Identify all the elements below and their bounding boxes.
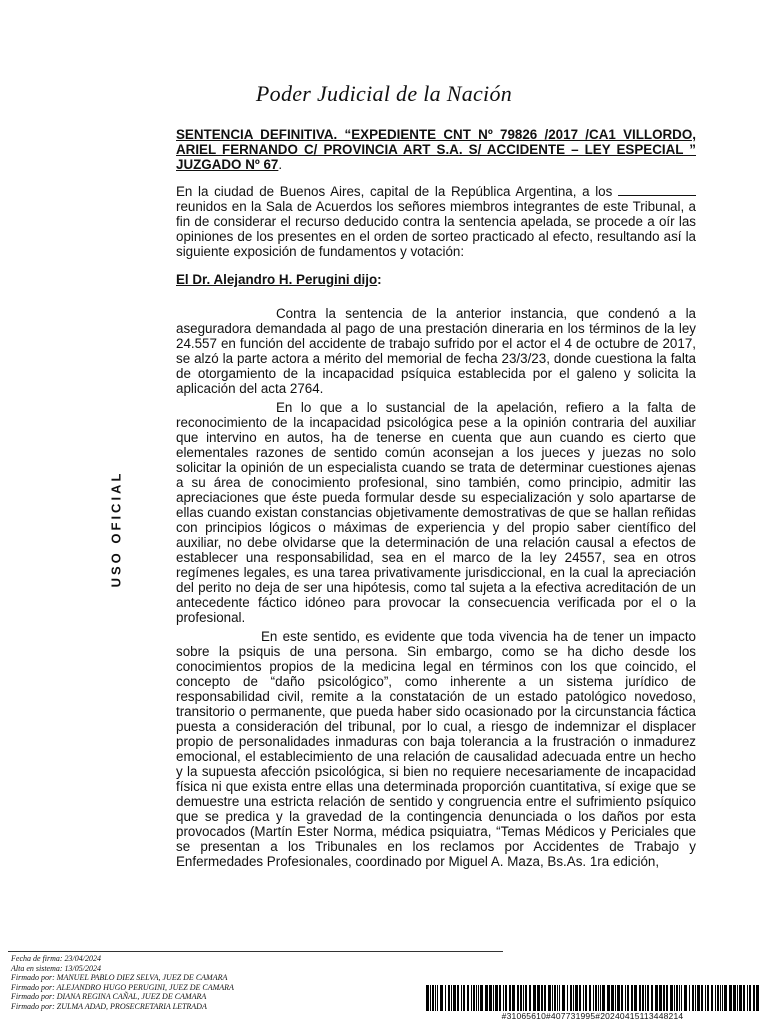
barcode-number: #31065610#407731995#20240415113448214 [501,1011,684,1021]
barcode-bar [471,985,472,1011]
barcode-bar [512,985,515,1011]
speaker-line [176,272,696,287]
barcode-bar [733,985,736,1011]
signer-line: Firmado por: DIANA REGINA CAÑAL, JUEZ DE CAMARA [11,992,207,1001]
barcode-bar [684,985,687,1011]
date-blank-line [618,185,696,196]
barcode-bar [457,985,459,1011]
signer-line: Firmado por: ALEJANDRO HUGO PERUGINI, JUEZ DE CAMARA [11,982,234,992]
system-entry-date: Alta en sistema: 13/05/2024 [11,963,101,973]
court-header-title: Poder Judicial de la Nación [255,81,513,106]
barcode-bar [611,985,614,1011]
barcode-bar [666,985,668,1011]
barcode-bar [705,985,706,1011]
barcode-bar [467,985,469,1011]
barcode-bar [480,985,483,1011]
barcode-bar [720,985,721,1011]
barcode-bar [593,985,594,1011]
barcode-bar [645,985,646,1011]
barcode-bar [670,985,673,1011]
barcode-bar [548,985,551,1011]
barcode-bar [589,985,591,1011]
barcode-bar [679,985,680,1011]
barcode-bar [567,985,568,1011]
barcode-bar [647,985,649,1011]
barcode-bar [697,985,700,1011]
barcode-bar [453,985,456,1011]
barcode-bar [681,985,682,1011]
case-caption-end: . [278,157,283,172]
barcode-bar [655,985,658,1011]
barcode-bar [579,985,581,1011]
barcode-bar [615,985,616,1011]
barcode-bar [651,985,653,1011]
barcode-bar [707,985,709,1011]
case-caption-block [176,127,696,172]
barcode-bar [602,985,605,1011]
barcode-bar [495,985,498,1011]
barcode-bar [598,985,599,1011]
barcode-bar [627,985,629,1011]
barcode-bar [533,985,536,1011]
barcode-bar [749,985,751,1011]
barcode-bar [642,985,644,1011]
barcode-bar [625,985,626,1011]
barcode-bar [595,985,597,1011]
official-use-label: USO OFICIAL [108,470,124,588]
barcode-bar [711,985,713,1011]
barcode-bar [676,985,678,1011]
barcode-bar [583,985,584,1011]
barcode-bar [631,985,633,1011]
barcode-bar [505,985,507,1011]
barcode-bar [493,985,494,1011]
intro-paragraph [176,184,696,259]
barcode-bar [689,985,690,1011]
barcode-bar [448,985,450,1011]
barcode-bar [722,985,723,1011]
intro-text-end: reunidos en la Sala de Acuerdos los señores miembros integrantes de este Tribunal, a fin de considerar el recurso deducido contra la sentencia apelada, se procede a oír las opiniones de los presentes en el orden de sorteo practicado al efecto, resultando así la siguiente exposición de fundamentos y votación: [176,199,696,259]
barcode-bar [544,985,546,1011]
barcode-bar [562,985,565,1011]
barcode-bar [509,985,511,1011]
barcode-bar [617,985,620,1011]
barcode-bar [537,985,540,1011]
barcode-bar [575,985,578,1011]
barcode-bar [437,985,438,1011]
barcode-bar [701,985,703,1011]
barcode-bar [753,985,755,1011]
barcode-bar [435,985,436,1011]
barcode-bar [517,985,519,1011]
intro-text-start: En la ciudad de Buenos Aires, capital de la República Argentina, a los [176,184,613,199]
signature-date: Fecha de firma: 23/04/2024 [11,954,101,963]
paragraph-2: En lo que a lo sustancial de la apelación, refiero a la falta de reconocimiento de la incapacidad psicológica pese a la opinión contraria del auxiliar que intervino en autos, ha de tenerse en cuenta que aun cuando es cierto que elementales razones de sentido común aconsejan a los jueces y juezas no solo solicitar la opinión de un especialista cuando se trata de determinar cuestiones ajenas a su área de conocimiento profesional, sino también, como principio, admitir las apreciaciones que éste pueda formular desde su especialización y solo apartarse de ellas cuando existan constancias objetivamente demostrativas de que se hallan reñidas con principios lógicos o máximas de experiencia y del propio saber científico del auxiliar, no debe olvidarse que la determinación de una relación causal a efectos de establecer una responsabilidad, sea en el marco de la ley 24557, sea en otros regímenes legales, es una tarea privativamente jurisdiccional, en la cual la apreciación del perito no deja de ser una hipótesis, como tal sujeta a la efectiva acreditación de un antecedente fáctico idóneo para provocar la consecuencia verificada por el o la profesional. [176,400,696,625]
barcode-bar [621,985,623,1011]
barcode-bar [432,985,434,1011]
signature-divider [8,951,503,952]
speaker-colon: : [377,272,382,287]
barcode-bar [476,985,477,1011]
barcode-bar [430,985,431,1011]
barcode-bar [634,985,637,1011]
barcode-bar [499,985,501,1011]
barcode-bar [607,985,610,1011]
barcode-bar [756,985,759,1011]
barcode-bar [743,985,745,1011]
barcode-bar [747,985,748,1011]
barcode-bar [600,985,601,1011]
signer-line: Firmado por: ZULMA ADAD, PROSECRETARIA LETRADA [11,1001,207,1011]
barcode-bar [461,985,462,1011]
barcode-bar [729,985,732,1011]
barcode-bar [503,985,504,1011]
barcode-bar [451,985,452,1011]
barcode-icon [426,985,759,1011]
paragraph-3: En este sentido, es evidente que toda vivencia ha de tener un impacto sobre la psiquis de una persona. Sin embargo, como se ha dicho desde los conocimientos propios de la medicina legal en términos con los que coincido, el concepto de “daño psicológico”, como inherente a un sistema jurídico de responsabilidad civil, remite a la constatación de un estado patológico novedoso, transitorio o permanente, que pueda haber sido ocasionado por la circunstancia fáctica puesta a consideración del tribunal, por lo cual, a riesgo de indemnizar el displacer propio de personalidades inmaduras con baja tolerancia a la frustración o inmadurez emocional, el establecimiento de una relación de causalidad adecuada entre un hecho y la supuesta afección psicológica, si bien no requiere necesariamente de incapacidad física ni que exista entre ellas una determinada proporción cuantitativa, sí exige que se demuestre una estricta relación de sentido y congruencia entre el sufrimiento psíquico que se predica y la gravedad de la contingencia denunciada o los daños por esta provocados (Martín Ester Norma, médica psiquiatra, “Temas Médicos y Periciales que se presentan a los Tribunales en los reclamos por Accidentes de Trabajo y Enfermedades Profesionales, coordinado por Miguel A. Maza, Bs.As. 1ra edición, [176,629,696,869]
barcode-bar [659,985,662,1011]
barcode-bar [520,985,522,1011]
barcode-bar [445,985,446,1011]
signer-line: Firmado por: MANUEL PABLO DIEZ SELVA, JUEZ DE CAMARA [11,973,228,982]
barcode-bar [463,985,465,1011]
barcode-bar [478,985,479,1011]
barcode-bar [489,985,492,1011]
barcode-bar [739,985,742,1011]
barcode-bar [737,985,738,1011]
barcode-bar [663,985,665,1011]
barcode-bar [639,985,641,1011]
barcode-bar [554,985,556,1011]
barcode-bar [715,985,716,1011]
signature-block [11,954,234,1011]
barcode-bar [717,985,719,1011]
barcode-bar [485,985,488,1011]
barcode-bar [523,985,524,1011]
barcode-bar [473,985,475,1011]
barcode-bar [573,985,574,1011]
barcode-bar [525,985,527,1011]
barcode-bar [570,985,572,1011]
barcode-bar [426,985,429,1011]
barcode-bar [559,985,560,1011]
barcode-bar [724,985,727,1011]
barcode-bar [440,985,443,1011]
speaker-name: El Dr. Alejandro H. Perugini dijo [176,272,378,287]
barcode-bar [692,985,694,1011]
barcode-bar [557,985,558,1011]
barcode-bar [695,985,696,1011]
barcode-bar [541,985,543,1011]
case-caption: SENTENCIA DEFINITIVA. “EXPEDIENTE CNT Nº 79826 /2017 /CA1 VILLORDO, ARIEL FERNANDO C/ PROVINCIA ART S.A. S/ ACCIDENTE – LEY ESPECIAL ” JUZGADO Nº 67 [176,127,696,172]
barcode-bar [674,985,675,1011]
paragraph-1: Contra la sentencia de la anterior instancia, que condenó a la aseguradora demandada al pago de una prestación dineraria en los términos de la ley 24.557 en función del accidente de trabajo sufrido por el actor el 4 de octubre de 2017, se alzó la parte actora a mérito del memorial de fecha 23/3/23, donde cuestiona la falta de otorgamiento de la incapacidad psíquica establecida por el galeno y solicita la aplicación del acta 2764. [176,306,696,396]
barcode-bar [552,985,553,1011]
barcode-bar [529,985,531,1011]
barcode-bar [585,985,587,1011]
document-body [176,127,696,869]
